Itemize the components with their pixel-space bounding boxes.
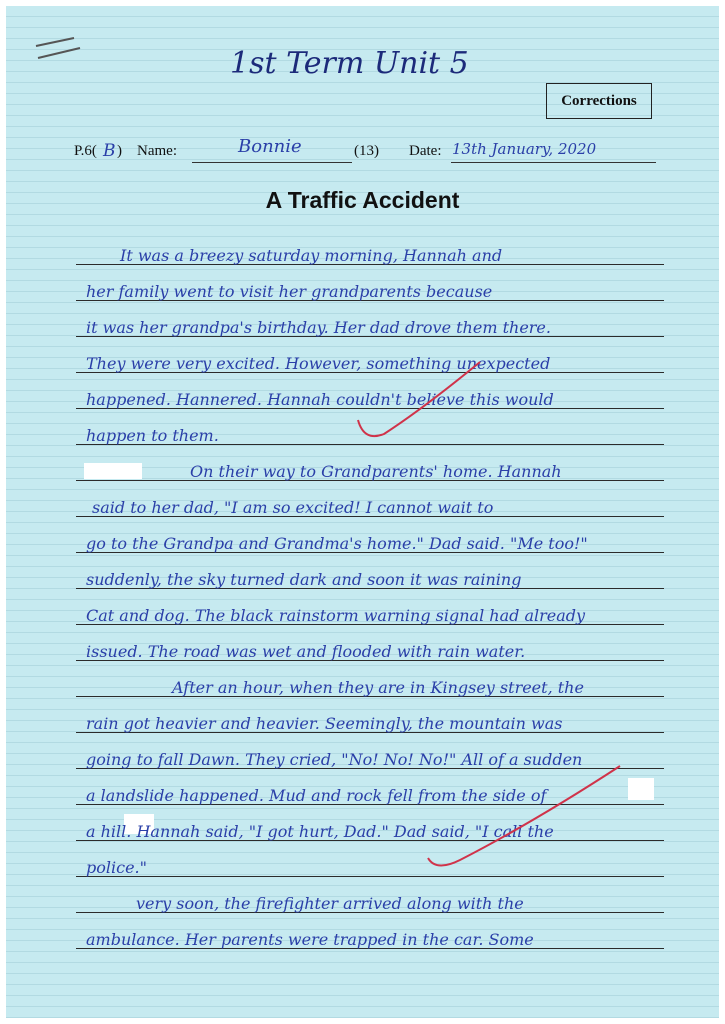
red-tick-icon <box>354 358 484 448</box>
class-value: B <box>103 141 116 161</box>
date-value: 13th January, 2020 <box>452 140 597 158</box>
essay-line: suddenly, the sky turned dark and soon it was raining <box>86 570 522 589</box>
essay-line: very soon, the firefighter arrived along with the <box>136 894 524 913</box>
pencil-scribble-icon <box>34 34 94 74</box>
essay-line: rain got heavier and heavier. Seemingly, the mountain was <box>86 714 563 733</box>
class-label: P.6( <box>74 143 97 159</box>
essay-line: a landslide happened. Mud and rock fell from the side of <box>86 786 547 805</box>
essay-line: said to her dad, "I am so excited! I cannot wait to <box>92 498 494 517</box>
essay-line: It was a breezy saturday morning, Hannah and <box>120 246 503 265</box>
class-close: ) <box>117 143 122 159</box>
essay-line: going to fall Dawn. They cried, "No! No! No!" All of a sudden <box>86 750 583 769</box>
essay-line: go to the Grandpa and Grandma's home." Dad said. "Me too!" <box>86 534 588 553</box>
essay-line: After an hour, when they are in Kingsey street, the <box>172 678 584 697</box>
correction-tape <box>628 778 654 800</box>
date-underline <box>451 162 656 163</box>
essay-line: police." <box>86 858 147 877</box>
student-number: (13) <box>354 143 379 159</box>
essay-line: happened. Hannered. Hannah couldn't believe this would <box>86 390 554 409</box>
essay-line: happen to them. <box>86 426 219 445</box>
name-value: Bonnie <box>238 136 302 157</box>
name-underline <box>192 162 352 163</box>
essay-line: it was her grandpa's birthday. Her dad drove them there. <box>86 318 551 337</box>
date-label: Date: <box>409 143 442 159</box>
essay-line: ambulance. Her parents were trapped in the car. Some <box>86 930 534 949</box>
corrections-box: Corrections <box>546 83 652 119</box>
worksheet-page <box>6 6 719 1018</box>
essay-line: They were very excited. However, something unexpected <box>86 354 551 373</box>
essay-line: issued. The road was wet and flooded with rain water. <box>86 642 526 661</box>
name-label: Name: <box>137 143 177 159</box>
essay-line: On their way to Grandparents' home. Hannah <box>190 462 562 481</box>
red-tick-icon <box>424 762 624 872</box>
essay-line: a hill. Hannah said, "I got hurt, Dad." Dad said, "I call the <box>86 822 554 841</box>
term-note: 1st Term Unit 5 <box>230 46 469 81</box>
essay-line: Cat and dog. The black rainstorm warning signal had already <box>86 606 586 625</box>
essay-title: A Traffic Accident <box>265 187 460 213</box>
correction-tape <box>84 463 142 479</box>
ruled-line <box>76 876 664 877</box>
essay-line: her family went to visit her grandparents because <box>86 282 493 301</box>
